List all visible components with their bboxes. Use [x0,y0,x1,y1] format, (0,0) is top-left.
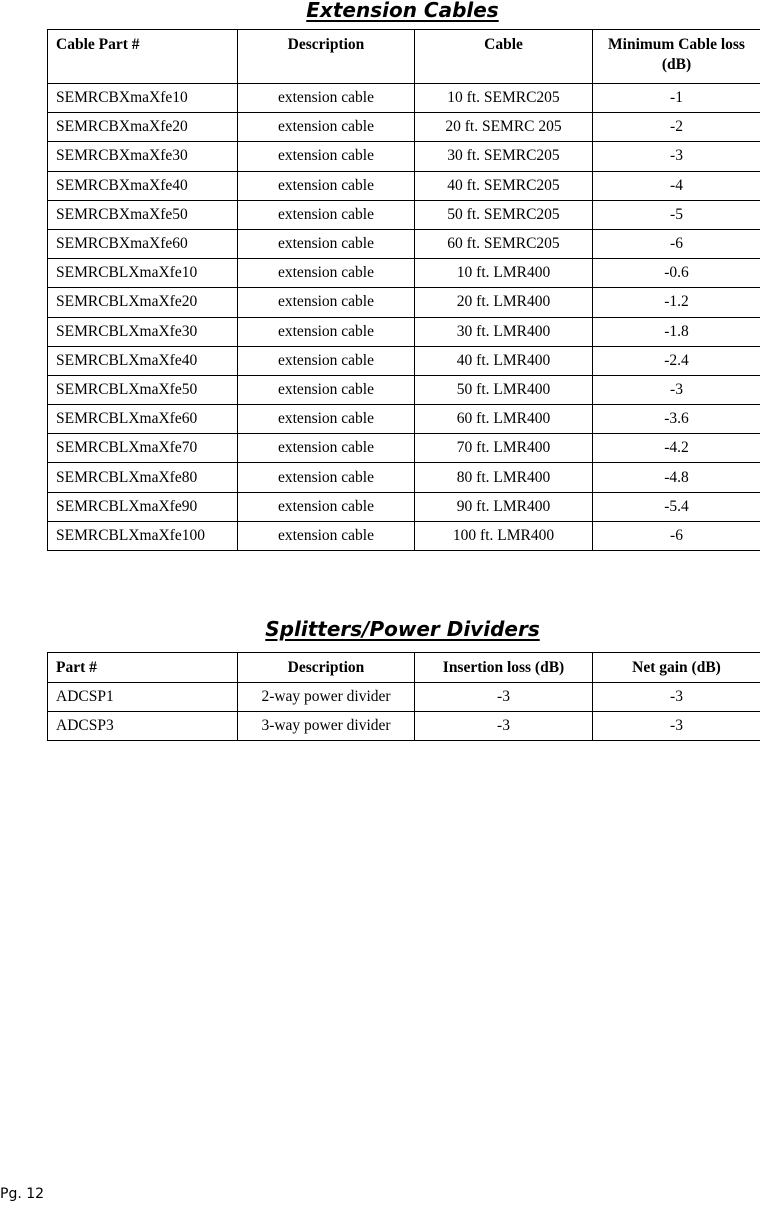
cell-cable: 40 ft. SEMRC205 [415,171,593,200]
column-header-cable-part: Cable Part # [48,30,238,84]
cell-cable: 80 ft. LMR400 [415,463,593,492]
cell-description: extension cable [238,492,415,521]
table-row [48,375,760,404]
table-row [48,434,760,463]
cell-cable: 70 ft. LMR400 [415,434,593,463]
cell-description: extension cable [238,171,415,200]
cell-cable-part: SEMRCBLXmaXfe70 [48,434,238,463]
cell-cable: 40 ft. LMR400 [415,346,593,375]
extension-cables-body [48,84,760,551]
cell-cable-part: SEMRCBXmaXfe40 [48,171,238,200]
cell-cable: 90 ft. LMR400 [415,492,593,521]
cell-min-cable-loss: -1 [593,84,760,113]
cell-cable-part: SEMRCBLXmaXfe50 [48,375,238,404]
cell-cable: 60 ft. SEMRC205 [415,229,593,258]
cell-description: extension cable [238,317,415,346]
cell-min-cable-loss: -5.4 [593,492,760,521]
cell-cable: 10 ft. SEMRC205 [415,84,593,113]
cell-cable-part: SEMRCBLXmaXfe10 [48,259,238,288]
cell-min-cable-loss: -4.2 [593,434,760,463]
cell-description: 2-way power divider [238,683,415,712]
cell-min-cable-loss: -3 [593,375,760,404]
table-row [48,84,760,113]
splitters-table [47,652,760,741]
cell-net-gain: -3 [593,683,760,712]
cell-min-cable-loss: -2.4 [593,346,760,375]
column-header-insertion-loss: Insertion loss (dB) [415,653,593,683]
cell-cable: 20 ft. SEMRC 205 [415,113,593,142]
cell-description: extension cable [238,229,415,258]
cell-cable: 30 ft. LMR400 [415,317,593,346]
cell-cable-part: SEMRCBXmaXfe10 [48,84,238,113]
table-row [48,346,760,375]
column-header-min-cable-loss: Minimum Cable loss (dB) [593,30,760,84]
cell-net-gain: -3 [593,712,760,741]
cell-description: extension cable [238,288,415,317]
cell-description: extension cable [238,521,415,550]
cell-min-cable-loss: -3.6 [593,405,760,434]
cell-part: ADCSP1 [48,683,238,712]
cell-description: extension cable [238,200,415,229]
column-header-description: Description [238,653,415,683]
cell-min-cable-loss: -1.8 [593,317,760,346]
table-row [48,200,760,229]
cell-description: extension cable [238,259,415,288]
cell-description: extension cable [238,434,415,463]
cell-insertion-loss: -3 [415,683,593,712]
cell-min-cable-loss: -6 [593,521,760,550]
cell-min-cable-loss: -4.8 [593,463,760,492]
column-header-net-gain: Net gain (dB) [593,653,760,683]
table-row [48,683,760,712]
cell-cable-part: SEMRCBLXmaXfe60 [48,405,238,434]
cell-cable-part: SEMRCBLXmaXfe90 [48,492,238,521]
cell-cable-part: SEMRCBLXmaXfe100 [48,521,238,550]
table-row [48,317,760,346]
cell-min-cable-loss: -5 [593,200,760,229]
table-row [48,288,760,317]
cell-cable-part: SEMRCBLXmaXfe20 [48,288,238,317]
cell-part: ADCSP3 [48,712,238,741]
cell-description: extension cable [238,463,415,492]
column-header-part: Part # [48,653,238,683]
cell-description: extension cable [238,405,415,434]
cell-insertion-loss: -3 [415,712,593,741]
cell-min-cable-loss: -4 [593,171,760,200]
table-row [48,171,760,200]
cell-min-cable-loss: -0.6 [593,259,760,288]
table-row [48,142,760,171]
table-row [48,113,760,142]
cell-cable: 10 ft. LMR400 [415,259,593,288]
splitters-body [48,683,760,741]
page-number: Pg. 12 [0,1186,45,1202]
table-row [48,492,760,521]
cell-min-cable-loss: -3 [593,142,760,171]
table-row [48,229,760,258]
column-header-cable: Cable [415,30,593,84]
table-row [48,521,760,550]
cell-cable-part: SEMRCBXmaXfe50 [48,200,238,229]
cell-cable-part: SEMRCBLXmaXfe30 [48,317,238,346]
cell-description: 3-way power divider [238,712,415,741]
cell-cable: 20 ft. LMR400 [415,288,593,317]
table-header-row [48,30,760,84]
splitters-title: Splitters/Power Dividers [265,617,540,641]
cell-description: extension cable [238,142,415,171]
table-row [48,405,760,434]
table-header-row [48,653,760,683]
cell-description: extension cable [238,346,415,375]
cell-description: extension cable [238,84,415,113]
table-row [48,463,760,492]
cell-cable-part: SEMRCBLXmaXfe40 [48,346,238,375]
cell-min-cable-loss: -6 [593,229,760,258]
cell-min-cable-loss: -2 [593,113,760,142]
cell-description: extension cable [238,113,415,142]
cell-cable-part: SEMRCBXmaXfe30 [48,142,238,171]
cell-cable: 100 ft. LMR400 [415,521,593,550]
cell-cable: 50 ft. LMR400 [415,375,593,404]
table-row [48,712,760,741]
cell-min-cable-loss: -1.2 [593,288,760,317]
cell-cable-part: SEMRCBXmaXfe60 [48,229,238,258]
column-header-description: Description [238,30,415,84]
cell-cable: 60 ft. LMR400 [415,405,593,434]
table-row [48,259,760,288]
cell-cable-part: SEMRCBLXmaXfe80 [48,463,238,492]
extension-cables-title: Extension Cables [306,0,499,22]
cell-description: extension cable [238,375,415,404]
cell-cable: 50 ft. SEMRC205 [415,200,593,229]
cell-cable: 30 ft. SEMRC205 [415,142,593,171]
cell-cable-part: SEMRCBXmaXfe20 [48,113,238,142]
extension-cables-table [47,29,760,551]
